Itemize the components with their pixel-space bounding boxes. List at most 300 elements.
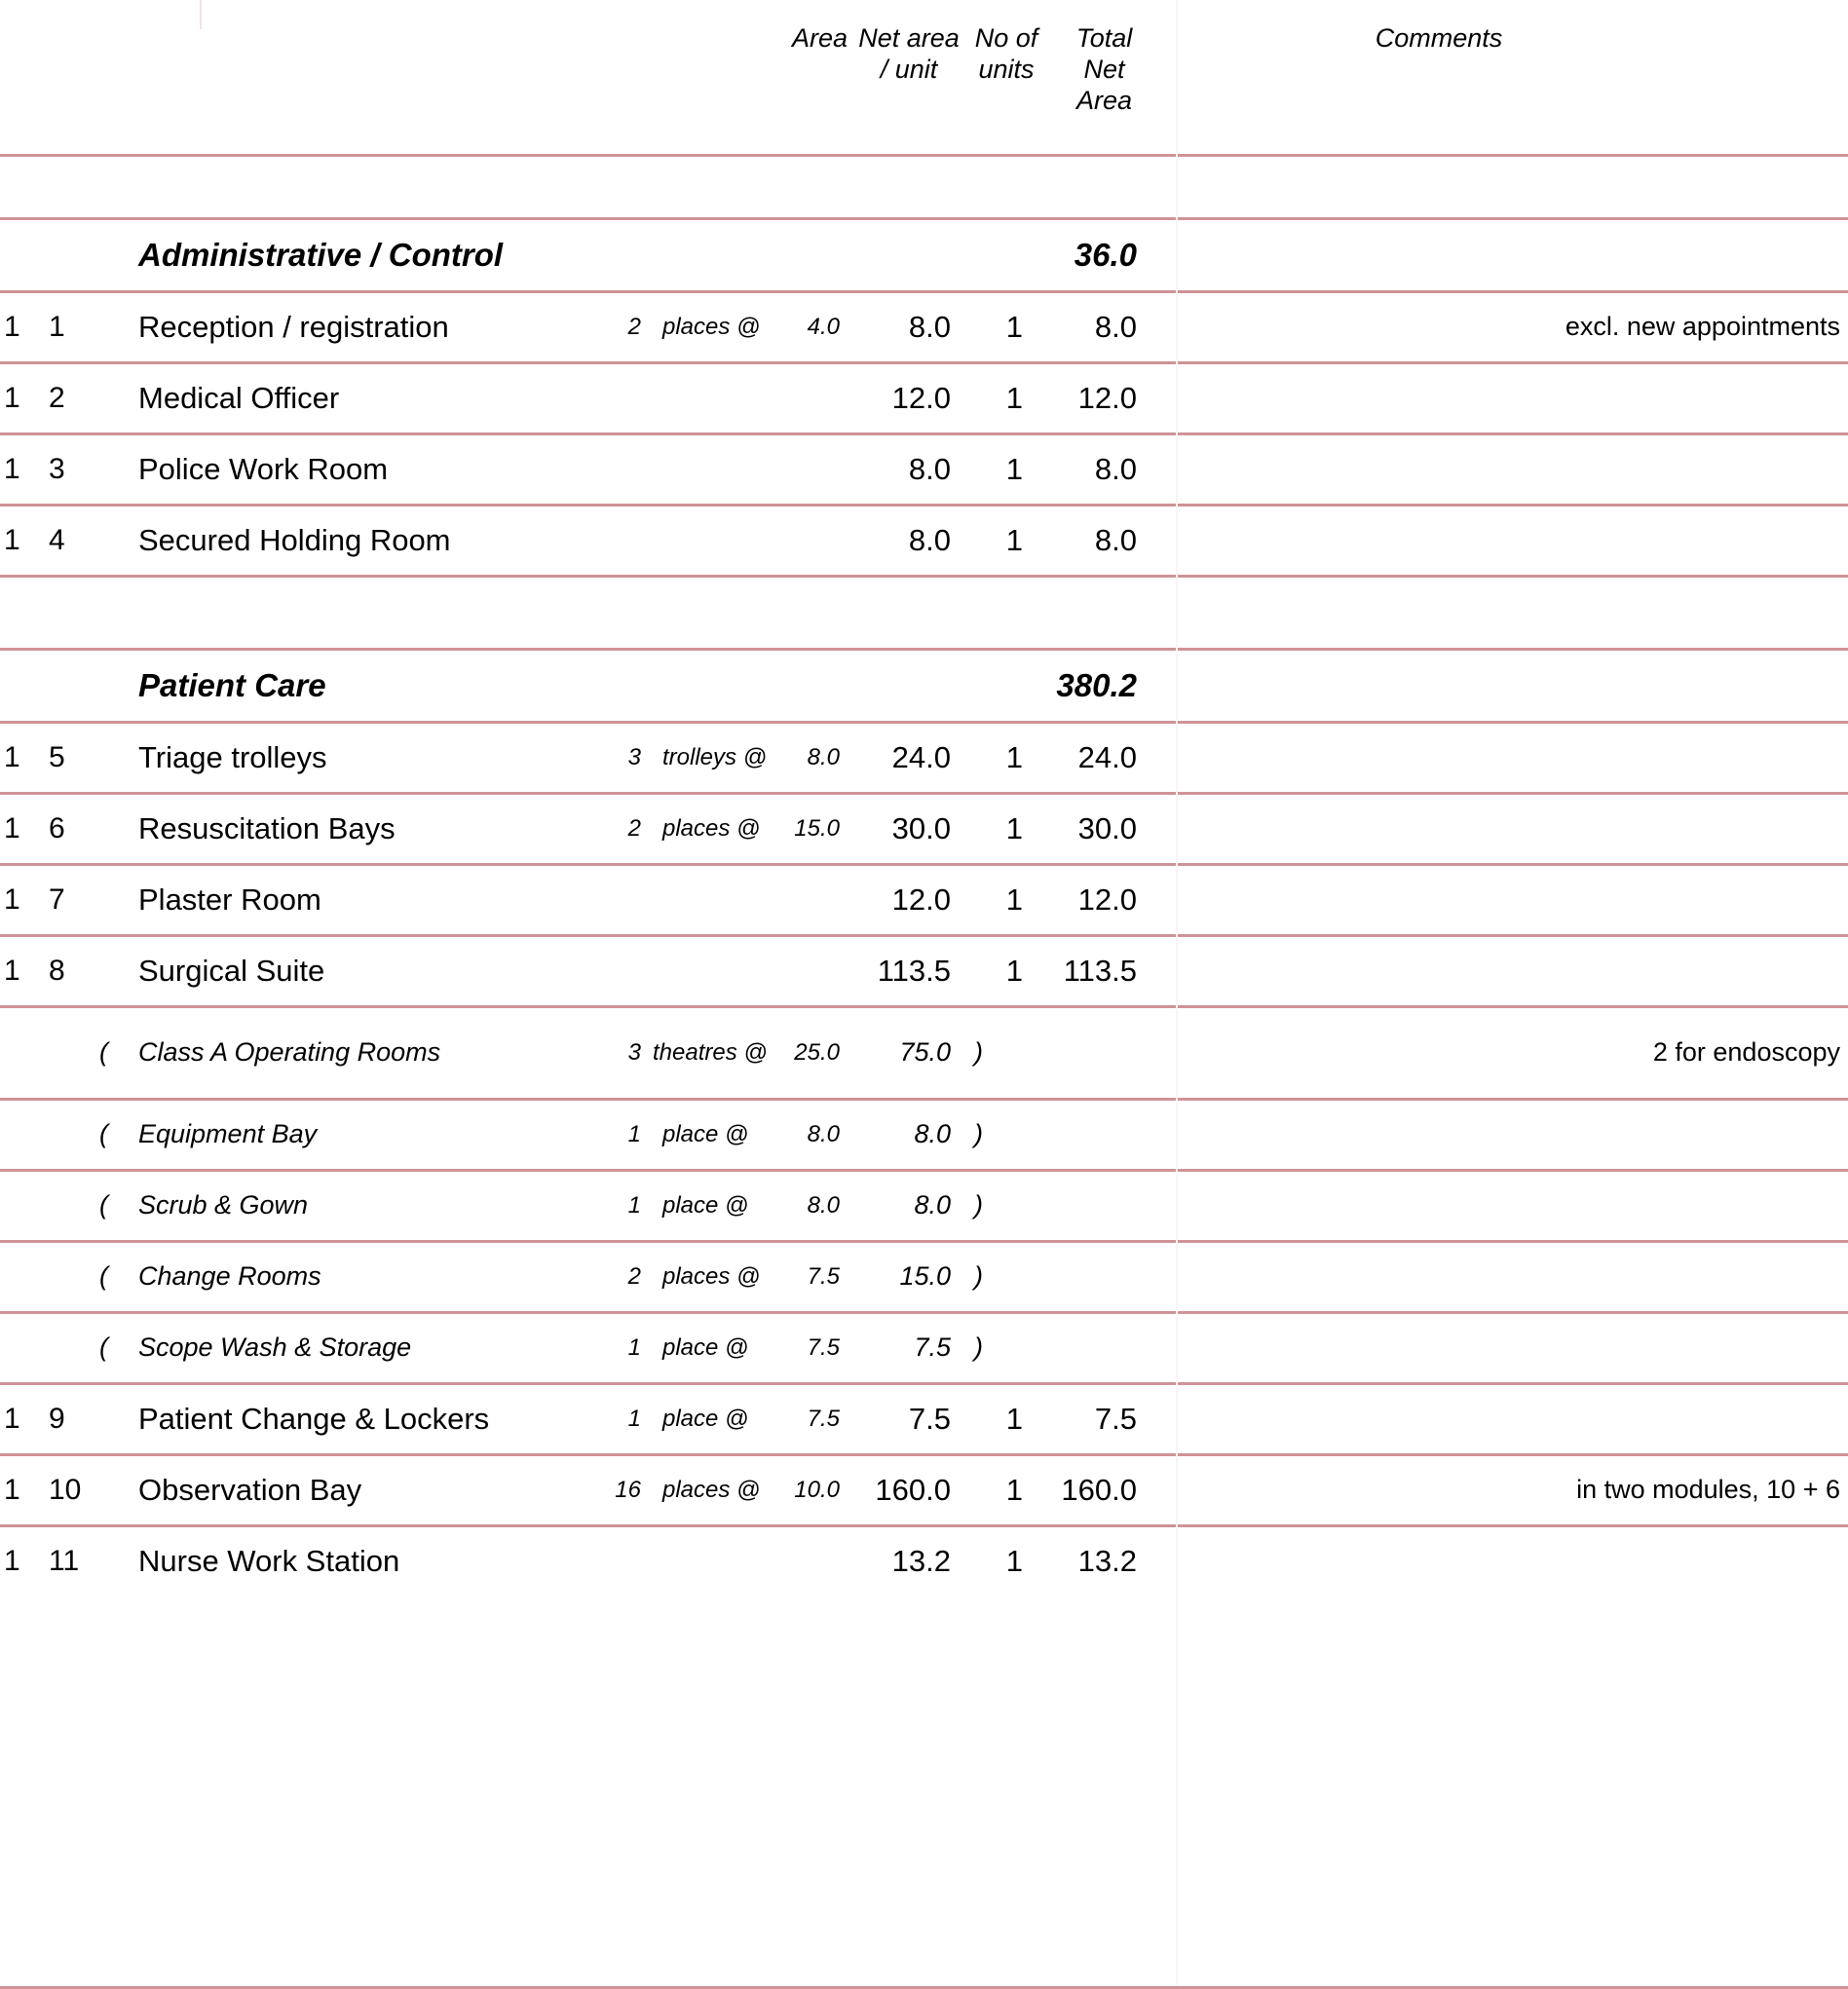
row-area: 15.0 xyxy=(794,815,840,843)
row-comments-cell xyxy=(1156,292,1848,363)
row-unit-cell xyxy=(653,936,768,1007)
row-net-area-unit: 113.5 xyxy=(877,954,951,989)
row-napu-cell xyxy=(857,506,964,577)
table-row xyxy=(0,1455,1848,1526)
row-section: 1 xyxy=(4,811,20,844)
subrow-name-cell xyxy=(115,1007,583,1100)
row-number: 6 xyxy=(49,811,65,844)
row-unit-cell xyxy=(653,363,768,434)
row-unit-cell xyxy=(653,1526,768,1596)
row-qty-cell xyxy=(583,1384,653,1455)
table-subrow xyxy=(0,1242,1848,1313)
header-unit-cell xyxy=(653,0,768,156)
row-comments-cell xyxy=(1156,794,1848,865)
row-qty-cell xyxy=(583,794,653,865)
subrow-area-cell xyxy=(768,1171,857,1242)
subrow-bracket-cell xyxy=(29,1171,115,1242)
row-total-net-area: 12.0 xyxy=(1077,381,1137,416)
row-comments-cell xyxy=(1156,936,1848,1007)
row-section-cell xyxy=(0,865,29,936)
row-comments-cell xyxy=(1156,434,1848,506)
row-nou-cell xyxy=(964,506,1054,577)
row-name: Secured Holding Room xyxy=(138,523,451,558)
row-number: 4 xyxy=(49,523,65,556)
row-qty: 3 xyxy=(627,744,641,771)
row-unit: place @ xyxy=(662,1405,749,1432)
subrow-comments-cell xyxy=(1156,1007,1848,1100)
row-area-cell xyxy=(768,506,857,577)
subrow-bracket-close-cell xyxy=(964,1242,1054,1313)
row-total-net-area: 12.0 xyxy=(1077,882,1137,918)
subrow-tna-cell xyxy=(1054,1007,1156,1100)
table-row xyxy=(0,506,1848,577)
row-name: Surgical Suite xyxy=(138,954,325,989)
header-spacer-row xyxy=(0,156,1848,219)
row-name: Resuscitation Bays xyxy=(138,811,396,846)
group-napu-cell xyxy=(857,650,964,723)
row-area-cell xyxy=(768,1526,857,1596)
row-tna-cell xyxy=(1054,1455,1156,1526)
subrow-napu-cell xyxy=(857,1100,964,1171)
row-no-of-units: 1 xyxy=(1005,882,1023,918)
row-comments: excl. new appointments xyxy=(1565,312,1840,342)
subrow-section-cell xyxy=(0,1242,29,1313)
subrow-unit: theatres @ xyxy=(653,1039,768,1067)
table-subrow xyxy=(0,1313,1848,1384)
row-name: Patient Change & Lockers xyxy=(138,1402,490,1437)
row-name: Reception / registration xyxy=(138,310,449,345)
subrow-bracket-close: ) xyxy=(974,1037,983,1068)
row-number: 8 xyxy=(49,954,65,987)
row-number: 10 xyxy=(49,1473,82,1506)
subrow-area-cell xyxy=(768,1242,857,1313)
header-comments-cell xyxy=(1156,0,1848,156)
header-comments-label: Comments xyxy=(1375,23,1503,53)
row-qty-cell xyxy=(583,292,653,363)
subrow-area-cell xyxy=(768,1007,857,1100)
group-section-cell xyxy=(0,650,29,723)
row-no-of-units: 1 xyxy=(1005,954,1023,989)
row-no-of-units: 1 xyxy=(1005,452,1023,487)
subrow-section-cell xyxy=(0,1171,29,1242)
row-area-cell xyxy=(768,936,857,1007)
row-napu-cell xyxy=(857,865,964,936)
subrow-section-cell xyxy=(0,1100,29,1171)
row-number-cell xyxy=(29,363,115,434)
row-number-cell xyxy=(29,936,115,1007)
row-number-cell xyxy=(29,1384,115,1455)
header-area-cell xyxy=(768,0,857,156)
row-section: 1 xyxy=(4,1402,20,1435)
subrow-bracket-close-cell xyxy=(964,1100,1054,1171)
subrow-comments-cell xyxy=(1156,1242,1848,1313)
row-number: 3 xyxy=(49,452,65,485)
row-number: 2 xyxy=(49,381,65,414)
subrow-unit-cell xyxy=(653,1242,768,1313)
row-net-area-unit: 24.0 xyxy=(891,740,951,775)
row-tna-cell xyxy=(1054,936,1156,1007)
subrow-net-area-unit: 7.5 xyxy=(914,1332,951,1363)
row-no-of-units: 1 xyxy=(1005,1402,1023,1437)
row-napu-cell xyxy=(857,936,964,1007)
row-section-cell xyxy=(0,363,29,434)
row-tna-cell xyxy=(1054,1526,1156,1596)
row-section-cell xyxy=(0,434,29,506)
row-area-cell xyxy=(768,434,857,506)
row-net-area-unit: 8.0 xyxy=(908,310,951,345)
row-no-of-units: 1 xyxy=(1005,381,1023,416)
row-total-net-area: 113.5 xyxy=(1063,954,1137,989)
row-comments-cell xyxy=(1156,1384,1848,1455)
row-qty-cell xyxy=(583,723,653,794)
row-section-cell xyxy=(0,794,29,865)
row-no-of-units: 1 xyxy=(1005,523,1023,558)
subrow-name: Scope Wash & Storage xyxy=(138,1332,412,1363)
subrow-bracket-close-cell xyxy=(964,1171,1054,1242)
row-number-cell xyxy=(29,723,115,794)
subrow-comments-cell xyxy=(1156,1171,1848,1242)
row-tna-cell xyxy=(1054,723,1156,794)
group-section-cell xyxy=(0,219,29,292)
subrow-bracket-cell xyxy=(29,1007,115,1100)
row-area-cell xyxy=(768,723,857,794)
subrow-qty-cell xyxy=(583,1100,653,1171)
row-section: 1 xyxy=(4,740,20,773)
row-net-area-unit: 7.5 xyxy=(908,1402,951,1437)
row-nou-cell xyxy=(964,1384,1054,1455)
row-qty-cell xyxy=(583,1455,653,1526)
header-total-net-area-label: Total Net Area xyxy=(1075,23,1133,115)
row-unit-cell xyxy=(653,292,768,363)
subrow-qty: 2 xyxy=(627,1263,641,1291)
row-tna-cell xyxy=(1054,865,1156,936)
row-qty-cell xyxy=(583,363,653,434)
subrow-qty: 1 xyxy=(627,1192,641,1220)
subrow-net-area-unit: 8.0 xyxy=(914,1190,951,1220)
subrow-unit-cell xyxy=(653,1313,768,1384)
subrow-bracket-open: ( xyxy=(99,1037,108,1068)
row-total-net-area: 160.0 xyxy=(1061,1473,1137,1508)
row-napu-cell xyxy=(857,1455,964,1526)
subrow-napu-cell xyxy=(857,1171,964,1242)
subrow-area: 8.0 xyxy=(807,1192,840,1220)
header-area-label: Area xyxy=(791,23,848,53)
row-total-net-area: 30.0 xyxy=(1077,811,1137,846)
subrow-unit-cell xyxy=(653,1100,768,1171)
row-section-cell xyxy=(0,1526,29,1596)
table-row xyxy=(0,865,1848,936)
row-name-cell xyxy=(115,292,583,363)
subrow-bracket-close: ) xyxy=(974,1190,983,1220)
row-comments-cell xyxy=(1156,865,1848,936)
subrow-name: Class A Operating Rooms xyxy=(138,1037,441,1068)
group-number-cell xyxy=(29,650,115,723)
row-net-area-unit: 160.0 xyxy=(875,1473,951,1508)
row-napu-cell xyxy=(857,363,964,434)
row-name: Police Work Room xyxy=(138,452,389,487)
row-unit: trolleys @ xyxy=(662,743,768,770)
header-spacer-cell xyxy=(0,156,1848,219)
group-header-row-administrative xyxy=(0,219,1848,292)
row-section: 1 xyxy=(4,882,20,916)
group-header-row-patient-care xyxy=(0,650,1848,723)
subrow-section-cell xyxy=(0,1313,29,1384)
subrow-bracket-cell xyxy=(29,1242,115,1313)
subrow-bracket-close: ) xyxy=(974,1119,983,1149)
subrow-bracket-close: ) xyxy=(974,1261,983,1292)
group-nou-cell xyxy=(964,650,1054,723)
row-total-net-area: 8.0 xyxy=(1094,523,1137,558)
row-number-cell xyxy=(29,1526,115,1596)
subrow-area-cell xyxy=(768,1100,857,1171)
row-qty-cell xyxy=(583,1526,653,1596)
row-section-cell xyxy=(0,936,29,1007)
group-total-cell xyxy=(1054,219,1156,292)
row-nou-cell xyxy=(964,434,1054,506)
group-comments-cell xyxy=(1156,650,1848,723)
row-unit-cell xyxy=(653,506,768,577)
row-name-cell xyxy=(115,1384,583,1455)
table-subrow xyxy=(0,1100,1848,1171)
row-qty-cell xyxy=(583,865,653,936)
subrow-bracket-cell xyxy=(29,1100,115,1171)
subrow-area: 7.5 xyxy=(807,1334,840,1362)
row-unit: places @ xyxy=(662,1476,761,1503)
group-napu-cell xyxy=(857,219,964,292)
row-net-area-unit: 30.0 xyxy=(891,811,951,846)
row-name: Nurse Work Station xyxy=(138,1544,400,1579)
row-name-cell xyxy=(115,434,583,506)
row-comments-cell xyxy=(1156,1526,1848,1596)
row-comments-cell xyxy=(1156,1455,1848,1526)
subrow-name-cell xyxy=(115,1100,583,1171)
row-section: 1 xyxy=(4,1544,20,1577)
row-area-cell xyxy=(768,1455,857,1526)
subrow-unit: place @ xyxy=(662,1334,749,1362)
subrow-bracket-close-cell xyxy=(964,1007,1054,1100)
row-number-cell xyxy=(29,865,115,936)
group-total-cell xyxy=(1054,650,1156,723)
subrow-unit: place @ xyxy=(662,1192,749,1220)
row-net-area-unit: 8.0 xyxy=(908,452,951,487)
row-area: 7.5 xyxy=(807,1406,840,1433)
subrow-qty: 1 xyxy=(627,1334,641,1362)
row-number: 9 xyxy=(49,1402,65,1435)
subrow-qty: 1 xyxy=(627,1121,641,1148)
row-unit: places @ xyxy=(662,814,761,842)
subrow-area-cell xyxy=(768,1313,857,1384)
subrow-unit: places @ xyxy=(662,1263,761,1291)
table-row xyxy=(0,363,1848,434)
header-net-area-unit-cell xyxy=(857,0,964,156)
header-section-cell xyxy=(0,0,29,156)
row-number-cell xyxy=(29,1455,115,1526)
row-area-cell xyxy=(768,794,857,865)
subrow-area: 7.5 xyxy=(807,1263,840,1291)
header-qty-cell xyxy=(583,0,653,156)
group-qty-cell xyxy=(583,650,653,723)
row-name-cell xyxy=(115,865,583,936)
subrow-comments-cell xyxy=(1156,1313,1848,1384)
row-name-cell xyxy=(115,1455,583,1526)
row-area: 10.0 xyxy=(794,1477,840,1504)
subrow-name-cell xyxy=(115,1242,583,1313)
subrow-bracket-open: ( xyxy=(99,1119,108,1149)
row-qty: 2 xyxy=(627,314,641,341)
row-net-area-unit: 13.2 xyxy=(891,1544,951,1579)
row-area-cell xyxy=(768,292,857,363)
group-unit-cell xyxy=(653,650,768,723)
row-name: Triage trolleys xyxy=(138,740,327,775)
subrow-qty: 3 xyxy=(627,1039,641,1067)
row-nou-cell xyxy=(964,1455,1054,1526)
header-net-area-unit-label: Net area / unit xyxy=(858,23,960,84)
subrow-comments: 2 for endoscopy xyxy=(1652,1037,1840,1068)
header-no-of-units-cell xyxy=(964,0,1054,156)
row-napu-cell xyxy=(857,292,964,363)
row-unit-cell xyxy=(653,434,768,506)
row-unit-cell xyxy=(653,723,768,794)
row-unit-cell xyxy=(653,865,768,936)
row-unit-cell xyxy=(653,1455,768,1526)
subrow-name: Equipment Bay xyxy=(138,1119,318,1149)
row-name: Observation Bay xyxy=(138,1473,362,1508)
subrow-qty-cell xyxy=(583,1007,653,1100)
row-no-of-units: 1 xyxy=(1005,1473,1023,1508)
row-napu-cell xyxy=(857,434,964,506)
row-area-cell xyxy=(768,1384,857,1455)
header-number-cell xyxy=(29,0,115,156)
table-row xyxy=(0,434,1848,506)
subrow-unit: place @ xyxy=(662,1121,749,1148)
row-total-net-area: 24.0 xyxy=(1077,740,1137,775)
row-unit: places @ xyxy=(662,313,761,340)
table-row xyxy=(0,1526,1848,1596)
row-tna-cell xyxy=(1054,794,1156,865)
subrow-tna-cell xyxy=(1054,1171,1156,1242)
subrow-napu-cell xyxy=(857,1313,964,1384)
row-net-area-unit: 12.0 xyxy=(891,381,951,416)
row-section: 1 xyxy=(4,1473,20,1506)
row-tna-cell xyxy=(1054,506,1156,577)
subrow-qty-cell xyxy=(583,1242,653,1313)
row-no-of-units: 1 xyxy=(1005,1544,1023,1579)
row-number-cell xyxy=(29,292,115,363)
row-nou-cell xyxy=(964,1526,1054,1596)
row-number: 5 xyxy=(49,740,65,773)
row-unit-cell xyxy=(653,794,768,865)
row-section: 1 xyxy=(4,954,20,987)
row-section-cell xyxy=(0,506,29,577)
subrow-name: Change Rooms xyxy=(138,1261,321,1292)
subrow-bracket-close: ) xyxy=(974,1332,983,1363)
subrow-qty-cell xyxy=(583,1313,653,1384)
subrow-net-area-unit: 15.0 xyxy=(899,1261,951,1292)
row-section: 1 xyxy=(4,523,20,556)
row-qty-cell xyxy=(583,434,653,506)
table-subrow xyxy=(0,1007,1848,1100)
subrow-area: 8.0 xyxy=(807,1121,840,1148)
row-comments-cell xyxy=(1156,363,1848,434)
group-comments-cell xyxy=(1156,219,1848,292)
row-number: 7 xyxy=(49,882,65,916)
table-row xyxy=(0,723,1848,794)
group-area-cell xyxy=(768,650,857,723)
row-number-cell xyxy=(29,794,115,865)
row-comments: in two modules, 10 + 6 xyxy=(1576,1475,1840,1505)
subrow-comments-cell xyxy=(1156,1100,1848,1171)
subrow-net-area-unit: 75.0 xyxy=(899,1037,951,1068)
subrow-tna-cell xyxy=(1054,1100,1156,1171)
subrow-bracket-open: ( xyxy=(99,1190,108,1220)
group-qty-cell xyxy=(583,219,653,292)
row-area: 4.0 xyxy=(807,314,840,341)
row-qty-cell xyxy=(583,936,653,1007)
row-comments-cell xyxy=(1156,506,1848,577)
row-tna-cell xyxy=(1054,434,1156,506)
row-name-cell xyxy=(115,794,583,865)
row-qty: 1 xyxy=(627,1406,641,1433)
group-unit-cell xyxy=(653,219,768,292)
header-total-net-area-cell xyxy=(1054,0,1156,156)
subrow-bracket-cell xyxy=(29,1313,115,1384)
row-name-cell xyxy=(115,936,583,1007)
row-area-cell xyxy=(768,363,857,434)
row-no-of-units: 1 xyxy=(1005,811,1023,846)
row-area: 8.0 xyxy=(807,744,840,771)
row-napu-cell xyxy=(857,794,964,865)
subrow-unit-cell xyxy=(653,1007,768,1100)
row-total-net-area: 8.0 xyxy=(1094,310,1137,345)
row-net-area-unit: 8.0 xyxy=(908,523,951,558)
row-qty: 16 xyxy=(615,1477,641,1504)
row-section-cell xyxy=(0,723,29,794)
table-row xyxy=(0,1384,1848,1455)
header-name-cell xyxy=(115,0,583,156)
group-title-administrative: Administrative / Control xyxy=(138,237,504,274)
subrow-tna-cell xyxy=(1054,1242,1156,1313)
group-gap-cell xyxy=(0,577,1848,650)
row-tna-cell xyxy=(1054,1384,1156,1455)
row-tna-cell xyxy=(1054,363,1156,434)
header-no-of-units-label: No of units xyxy=(974,23,1038,84)
group-total-administrative: 36.0 xyxy=(1074,237,1137,274)
row-name: Medical Officer xyxy=(138,381,340,416)
row-tna-cell xyxy=(1054,292,1156,363)
row-comments-cell xyxy=(1156,723,1848,794)
subrow-section-cell xyxy=(0,1007,29,1100)
row-napu-cell xyxy=(857,1384,964,1455)
row-number: 1 xyxy=(49,310,65,343)
group-number-cell xyxy=(29,219,115,292)
row-total-net-area: 13.2 xyxy=(1077,1544,1137,1579)
row-unit-cell xyxy=(653,1384,768,1455)
row-area-cell xyxy=(768,865,857,936)
subrow-area: 25.0 xyxy=(794,1039,840,1067)
row-napu-cell xyxy=(857,723,964,794)
row-name-cell xyxy=(115,506,583,577)
subrow-napu-cell xyxy=(857,1242,964,1313)
subrow-unit-cell xyxy=(653,1171,768,1242)
row-number-cell xyxy=(29,506,115,577)
row-nou-cell xyxy=(964,363,1054,434)
group-nou-cell xyxy=(964,219,1054,292)
group-area-cell xyxy=(768,219,857,292)
row-name-cell xyxy=(115,363,583,434)
subrow-bracket-open: ( xyxy=(99,1332,108,1363)
row-number-cell xyxy=(29,434,115,506)
group-title-patient-care: Patient Care xyxy=(138,667,326,704)
